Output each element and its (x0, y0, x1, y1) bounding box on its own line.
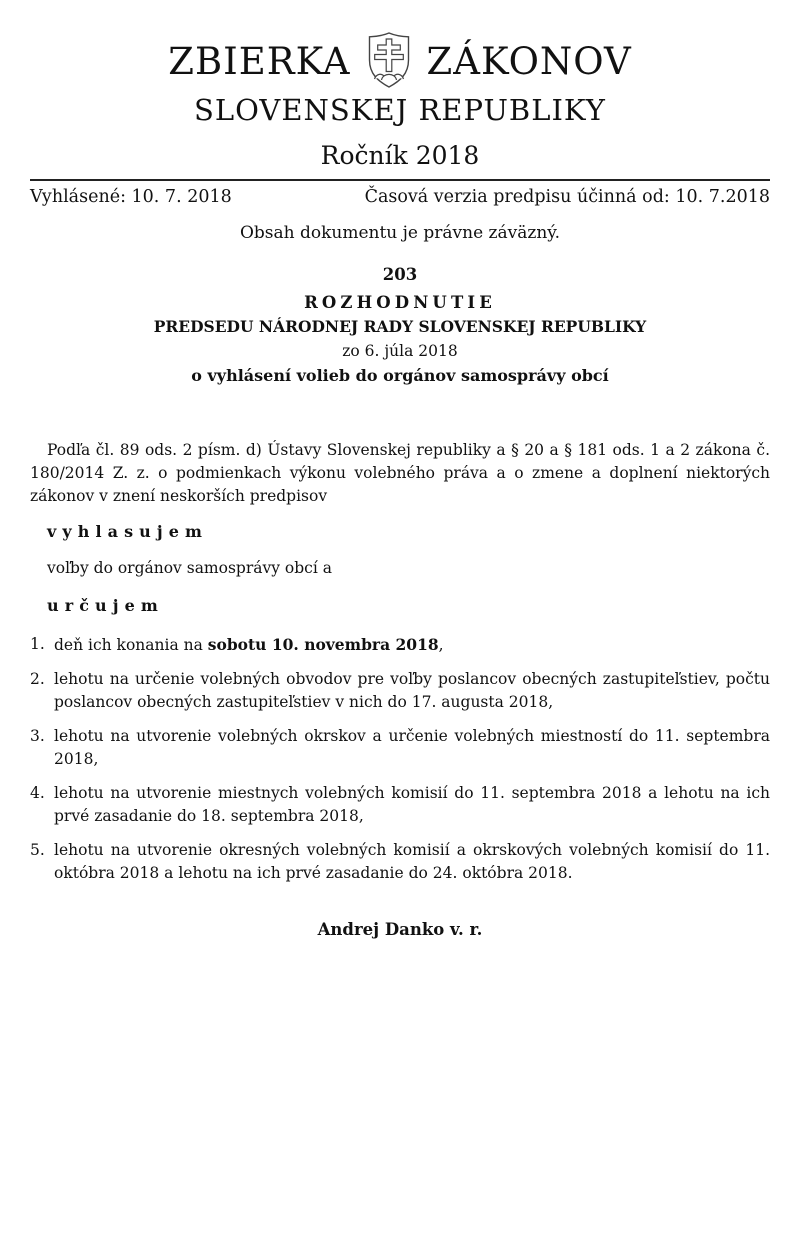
list-item (30, 839, 770, 885)
act-type: ROZHODNUTIE (304, 293, 496, 312)
declare-text: voľby do orgánov samosprávy obcí a (47, 559, 332, 577)
declare-heading: vyhlasujem (47, 522, 209, 541)
document-header (30, 0, 770, 172)
provisions-list (30, 633, 770, 885)
act-number: 203 (382, 265, 418, 284)
list-item (30, 668, 770, 714)
masthead-subtitle: SLOVENSKEJ REPUBLIKY (194, 93, 606, 127)
masthead-title-left: ZBIERKA (168, 40, 351, 83)
act-subject: o vyhlásení volieb do orgánov samosprávy obcí (191, 366, 609, 385)
list-item (30, 725, 770, 771)
item-text: lehotu na určenie volebných obvodov pre voľby poslancov obecných zastupiteľstiev, počtu poslancov obecných zastupiteľstiev v nich do 17. augusta 2018, (54, 670, 770, 711)
item-text: lehotu na utvorenie miestnych volebných komisií do 11. septembra 2018 a lehotu na ich prvé zasadanie do 18. septembra 2018, (54, 784, 770, 825)
item-number: 5. (30, 841, 45, 859)
list-item (30, 633, 770, 657)
preamble-paragraph: Podľa čl. 89 ods. 2 písm. d) Ústavy Slovenskej republiky a § 20 a § 181 ods. 1 a 2 zákona č. 180/2014 Z. z. o podmienkach výkonu volebného práva a o zmene a doplnení niektorých zákonov v znení neskorších predpisov (30, 441, 770, 505)
item-text: lehotu na utvorenie okresných volebných komisií a okrskových volebných komisií do 11. októbra 2018 a lehotu na ich prvé zasadanie do 24. októbra 2018. (54, 841, 770, 882)
item-number: 1. (30, 635, 45, 653)
signature: Andrej Danko v. r. (317, 920, 483, 939)
item-text: lehotu na utvorenie volebných okrskov a určenie volebných miestností do 11. septembra 2018, (54, 727, 770, 768)
slovak-coat-of-arms-icon (367, 32, 411, 88)
meta-row (30, 185, 770, 209)
item-text-bold: sobotu 10. novembra 2018 (207, 635, 439, 654)
item-text (54, 633, 770, 657)
published-date: Vyhlásené: 10. 7. 2018 (30, 187, 232, 207)
header-divider (30, 179, 770, 181)
effective-version: Časová verzia predpisu účinná od: 10. 7.2018 (364, 187, 770, 207)
binding-notice: Obsah dokumentu je právne záväzný. (239, 223, 561, 243)
item-number: 4. (30, 784, 45, 802)
masthead (30, 34, 770, 90)
item-number: 3. (30, 727, 45, 745)
item-text-plain: deň ich konania na (54, 636, 208, 654)
item-text-plain: , (438, 636, 444, 654)
act-content (30, 264, 770, 941)
act-issuer: PREDSEDU NÁRODNEJ RADY SLOVENSKEJ REPUBLIKY (153, 317, 647, 336)
act-date: zo 6. júla 2018 (342, 342, 458, 360)
masthead-title-right: ZÁKONOV (426, 40, 632, 83)
item-number: 2. (30, 670, 45, 688)
determine-heading: určujem (47, 596, 164, 615)
masthead-year: Ročník 2018 (320, 141, 480, 170)
list-item (30, 782, 770, 828)
